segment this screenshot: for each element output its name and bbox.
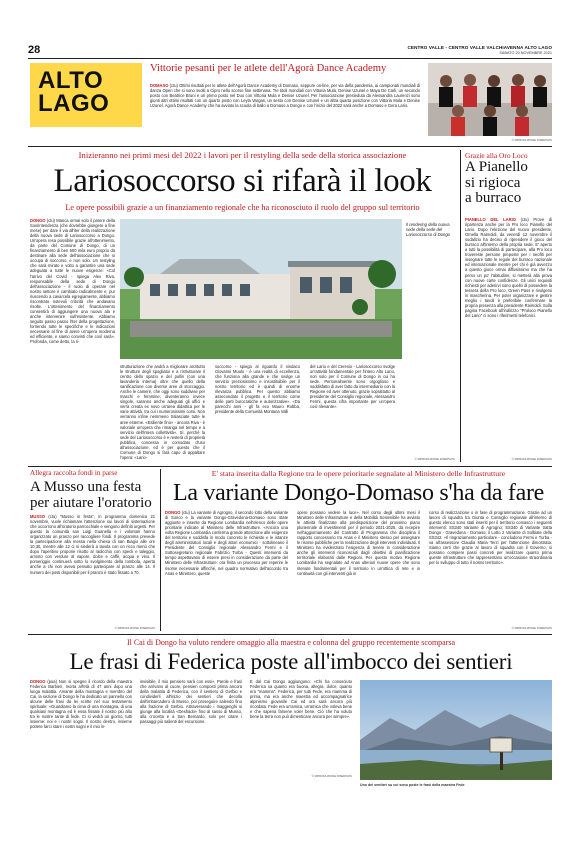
page-number: 28	[28, 44, 41, 56]
federica-col1-text: Non si spegne il ricordo della maestra Federica Barbieri, morta all'età di 47 anni dopo una lunga malattia. Amante della montagna e membro del Cai, la sezione di Dongo le ha dedicato un pannello con alcune delle frasi da lei scritte nel suo testamento spirituale: «Guardiamo la cima di una montagna, di una qualsiasi montagna ed è essa fissate il nostro più alto tra le nostre tante di fede. Ci si vedrà un giorno, tutti insieme: noi e i nostri sogni. Il nostro dentro, insieme potrete farci stare i vostri sogni e il mio in-	[30, 679, 133, 730]
pianello-headline-3: a burraco	[465, 190, 522, 206]
lario-col2: strutturazione che andrà a migliorare anzitutto le strutture degli spogliatoi e a ristrutturare il centro dello spazio e del pullin (con una lavanderia interna) oltre che quello della sanificazione con diverse aree di stoccaggio. Anche le camere, che oggi sono suddivise per maschi e femmine, diventeranno invece singole, saranno anche adeguati gli uffici e verrà creata ex novo un'area didattica per le varie attività, tra cui i numerosissimi corsi. Non verranno infine nemmeno tralasciate tutte le aree esterne. «Esiliente fino» - ancora Riva - è valoriale un'opera che rimanga nel tempo e a servizio dell'intera collettività». Sì, perché la sede del Lariosoccorso è e resterà di proprietà pubblica, concessa in comodato d'uso all'associazione, ed è per questo che il Comune di Dongo si farà capo di appaltare l'opera: «Lario-	[120, 364, 205, 460]
pianello-headline-2: si rigioca	[465, 174, 521, 191]
pianello-headline	[465, 160, 528, 207]
musso-credit: © RIPRODUZIONE RISERVATA	[114, 626, 155, 630]
musso-body	[30, 514, 155, 575]
musso-headline-2: per aiutare l'oratorio	[30, 495, 152, 511]
dance-photo-credit: © RIPRODUZIONE RISERVATA	[511, 138, 552, 142]
variante-credit: © RIPRODUZIONE RISERVATA	[511, 626, 552, 630]
federica-col3: E dal Cai Dongo aggiungono: «Chi ha conosciuto Federica sa quanto era buona, allegra, dolce, quanto era "mamma". Federica, per tutti Fede, era mamma di prima, ma era anche maestra ed accompagnatrice alpinismo giovanile Cai ed ora sarà ancora più ricordata. Fede era un'amica, un'amica che voleva bene e che sapeva farsene voler bene. Ciò che ha voluto bene la terra non può dimenticare ancora per sempre».	[250, 679, 352, 720]
dance-dateline-tag: (ctu)	[169, 83, 178, 88]
federica-caption: Uno dei sentieri su cui sono poste le frasi della maestra Fede	[360, 783, 465, 787]
section-title: CENTRO VALLE - CENTRO VALLE VALCHIAVENNA ALTO LAGO	[407, 45, 552, 50]
federica-credit: © RIPRODUZIONE RISERVATA	[311, 774, 352, 778]
lario-credit: © RIPRODUZIONE RISERVATA	[414, 457, 455, 461]
lario-headline: Lariosoccorso si rifarà il look	[53, 163, 432, 199]
dance-text: Ottimi risultati per le atlete dell'Agorà Dance Academy di Domaso, seppure on-line, per via della pandemia, ai campionati mondiali di danza Open che si sono svolti a Cipro nello scorso fine settimana. Tre titoli mondiali con Vittoria Mula, Denise Uzunel e Maya De Carli, un secondo posto con Beatrice Bruni e un primo posto nel Duo con Vittoria Mula e Denise Uzunel. Per l'associazione presieduta da Alessandra Laurenzi sono giunti altri ottimi risultati con un quarto posto con Leyla Vargas, un sesto con Denise Uzunel e un altra quarta posizione con Vittoria Mula e Denise Uzunel. Agorà Dance Academy che ha avviato la scuola di ballo a Domaso a Dongo e con l'inizio del 2022 sarà anche a Domaso e Gera Lario.	[150, 83, 420, 109]
federica-col1	[30, 679, 132, 729]
variante-dateline-tag: (ctu)	[181, 510, 190, 515]
lario-caption: Il rendering della nuova sede della sede del Lariosoccorso di Dongo	[406, 222, 450, 238]
pianello-dateline: PIANELLO DEL LARIO	[465, 217, 516, 222]
pianello-dateline-tag: (ctu)	[520, 217, 529, 222]
pianello-text: Prove di ripartenza anche per la Pro loco Pianello del Lario. Dopo l'elezione del nuovo presidente, Ornella Raimoldi, da venerdì 12 novembre il sodalizio ha deciso di riprendere il gioco del burraco all'interno della propria sede. E' aperto a tutti la possibilità di partecipare, alla Pro loco trovereste persone preposte per i neofiti per insegnare tutte le regole del burraco nazionale ed internazionale mentre per chi è già avvezzo a questo gioco ormai diffusissimo ma che ha perso un po' l'abitudine, si metterà alla prova con nuove carte confidenze. Gli unici requisiti richiesti per aderirvi sono quello di possedere la tessera della Pro loco, Green Pass e rivolgersi in mascherina. Per poter organizzare e gestire meglio i tavoli è preferibile confermare la propria presenza alla presidente Raimoldi. Sulla pagina Facebook all'indirizzo "Proloco Pianello del Lario" ci sono i riferimenti telefonici.	[465, 217, 552, 318]
variante-col2: opere possano vedere la luce». Nel corso degli ultimi mesi il Ministero delle Infrastrutture e della Mobilità Sostenibile ha avviato le attività finalizzate alla predisposizione del prossimo piano pluriennale di investimenti per il periodo 2021-2025, da recepire nell'aggiornamento del Contratto di Programma che disciplina il rapporto concessorio tra Anas e il Ministero stesso per assegnare le risorse pubbliche per la realizzazione degli interventi individuati. Il Ministero ha evidenziato l'esigenza di tenere in considerazione anche gli interventi riconosciuti dagli obiettivi di pianificazione territoriale elaborati dalle Regioni. Per questo motivo Regione Lombardia ha segnalato ad Anas ulteriori nuove opere che sono ritenute fondamentali per il territorio in un'ottica di rete e in continuità con gli interventi già in	[297, 510, 420, 576]
variante-dateline: DONGO	[165, 510, 181, 515]
dance-photo	[428, 63, 552, 136]
lario-dateline: DONGO	[30, 218, 46, 223]
variante-col1-text: La variante di Agrogno, il secondo lotto della variante di Sorico e la variante Dongo-Gravedona-Domaso sono state aggiunte e inserite da Regione Lombardia nell'elenco delle opere prioritarie indicate al Ministero delle Infrastrutture. «Ancora una volta Regione Lombardia conferma grande attenzione alle esigenze del territorio e soddisfa in modo concreto le richieste e le istanze degli amministratori locali e degli attori economici - sottolineano il Presidente del Consiglio regionale Alessandro Fermi e il Sottosegretario regionale Fabrizio Turba - Questi interventi da tempo aspettavano di essere presi in considerazione da parte del Ministero delle Infrastrutture: ora finita un processo per reperire le risorse necessarie affinché, nel quadro normativo dell'accordo tra Anas e Ministero, queste	[165, 510, 289, 576]
dance-body	[150, 83, 420, 108]
musso-dateline-tag: (ctu)	[48, 514, 57, 519]
lario-col4: del Lario e del Ceresio - Lariosoccorso svolge un'attività fondamentale per l'intero Alto Lario, non solo per il Comune di Dongo in cui ha sede. Personalmente sono orgoglioso e soddisfatto di aver fatto da intermediario con la Regione ed aver ottenuto, grazie soprattutto al presidente del Consiglio regionale, Alessandro Fermi, questa cifra importante per un'opera così rilevante».	[310, 364, 395, 410]
federica-photo	[360, 680, 552, 780]
lario-deck: Le opere possibili grazie a un finanziamento regionale che ha riconosciuto il ruolo del gruppo sul territorio	[65, 203, 420, 212]
variante-kicker: E' stata inserita dalla Regione tra le opere prioritarie segnalate al Ministero delle Infrastrutture	[211, 469, 506, 478]
musso-kicker: Allegra raccolta fondi in parse	[30, 469, 118, 477]
dance-headline: Vittorie pesanti per le atlete dell'Agorà Dance Academy	[150, 63, 387, 74]
musso-text: "Musso in festa", in programma domenica 21 novembre, vuole richiamare l'attenzione sui lavori di sistemazione che occorrono all'oratorio parrocchiale e vengono definiti urgenti. Per questo la comunità san Luigi Guanella e i volontari hanno organizzato un pranzo per raccogliere fondi. Il programma prevede la partecipazione alla messa nella chiesa di san Biagio alle ore 10,30, mentre alle 12 ci si siederà a tavola con un ricco menù che dopo l'aperitivo propone risotto al radicchio con speck e taleggio, arrosto con verdure al vapore, dolce e caffè, acqua e vino. Il pomeriggio continuerà sotto lo svolgimento della tombola, aperta anche a chi non aveva pensato partecipare al pranzo alle 14. Il numero dei posti disponibili per il pranzo è stato fissato a 70.	[30, 514, 155, 575]
section-box	[30, 63, 142, 127]
lario-dateline-tag: (ctu)	[46, 218, 55, 223]
lario-rendering	[120, 219, 402, 359]
section-box-line2: LAGO	[38, 90, 110, 117]
federica-col2: invisibile, il mio pensiero sarà con essi». Parole e frasi che arrivano al cuore, pensieri composti prima ancora della malattia di Federica, con il sentiero di Gerbio e condividerli all'inizio dei sentieri che decolla dall'imbarcadero di Musso, poi proseguire salendo fino alla frazione di Gerbio. Attraversando i maggenghi si giunge alla località «Deshado» fino al sasso di Musso, alla crocetta e a San Bernardo, solo per citare i passaggi più salienti del escursione.	[140, 679, 242, 725]
musso-dateline: MUSSO	[30, 514, 46, 519]
variante-headline: La variante Dongo-Domaso s'ha da fare	[172, 480, 545, 506]
federica-dateline-tag: (pua)	[47, 679, 57, 684]
pianello-headline-1: A Pianello	[465, 159, 528, 175]
lario-col1-text: Manca ormai solo il parere della Sovrintendenza (che dovrebbe giungere a fine mese) per dare il via all'iter della realizzazione della nuova sede di Lariosoccorso a Dongo. Un'opera resa possibile grazie all'ottenimento, da parte del Comune di Dongo, di un finanziamento di ben 600 mila euro proprio da destinare alla sede dell'associazione che si occupa di soccorso, e non solo. Un restyling che sarà mirato e volto a garantire una sede adeguata a tutte le nuove esigenze: «Col l'arrivo del Covid - spiega Alex Riva, responsabile della sede di Dongo dell'associazione - il ruolo di operare nel nostro settore è cambiato radicalmente e, pur riuscendo a cavarcela egregiamente, abbiamo riscontrato notevoli criticità che andavano risolte. L'ottenimento del finanziamento consentirà di aggiungere una nuova ala e anche intervenire sull'esistente. Abbiamo seguito passo passo l'iter della progettazione, fornendo tutte le specifiche e le indicazioni necessarie al fine di avere un'opera moderna ed efficiente, e siamo convinti che così sarà». Profonda, come detto, la ri-	[30, 218, 116, 345]
variante-col3: corso di realizzazione o in fase di programmazione. Grazie ad un lavoro di squadra tra Giunta e Consiglio regionale all'interno di questo elenco sono stati inseriti per il territorio comasco i seguenti interventi: SS340 Variante di Agrogno; SS340 di Variante tratta Dongo - Gravedona - Domaso; il Lotto 2 Variante di Solbiate della SS342. «Il ringraziamento particolare - concludono Fermi e Turba - va all'assessore Claudia Maria Terzi per l'attenzione dimostrata. Siamo certi che grazie al lavoro di squadra con il Governo, si possano compiere passi concreti per realizzare quanto prima queste infrastrutture che rappresentano un'occasione straordinaria per lo sviluppo di tutto il nostro territorio».	[429, 510, 552, 566]
lario-col1	[30, 218, 115, 344]
issue-date: SABATO 20 NOVEMBRE 2021	[499, 51, 552, 55]
federica-headline: Le frasi di Federica poste all'imbocco dei sentieri	[69, 649, 513, 674]
pianello-credit: © RIPRODUZIONE RISERVATA	[511, 457, 552, 461]
federica-kicker: Il Cai di Dongo ha voluto rendere omaggio alla maestra e colonna del gruppo recentemente scomparsa	[126, 638, 456, 647]
variante-col1	[165, 510, 288, 576]
federica-dateline: DONGO	[30, 679, 46, 684]
musso-headline-1: A Musso una festa	[30, 479, 142, 495]
pianello-kicker: Grazie alla Oro Loco	[465, 151, 528, 160]
lario-kicker: Inizieranno nei primi mesi del 2022 i lavori per il restyling della sede della storica associazione	[78, 150, 407, 160]
musso-headline	[30, 479, 152, 511]
pianello-body	[465, 217, 552, 318]
section-box-line1: ALTO	[38, 67, 104, 94]
dance-dateline: DOMASO	[150, 83, 169, 88]
lario-col3: soccorso - spiega al riguardo il sindaco Giovanni Muolo - è una realtà di eccellenza, che funziona alla grande e che svolge un servizio preziosissimo e insostituibile per il nostro territorio ed è quindi di enorme rilevanza pubblica. Per questo abbiamo assecondato il progetto e il territorio come delle parti burocratiche e autorizzative». «Da parecchi anni - gli fa eco Mauro Robba, presidente della Comunità Montana Valli	[215, 364, 300, 415]
